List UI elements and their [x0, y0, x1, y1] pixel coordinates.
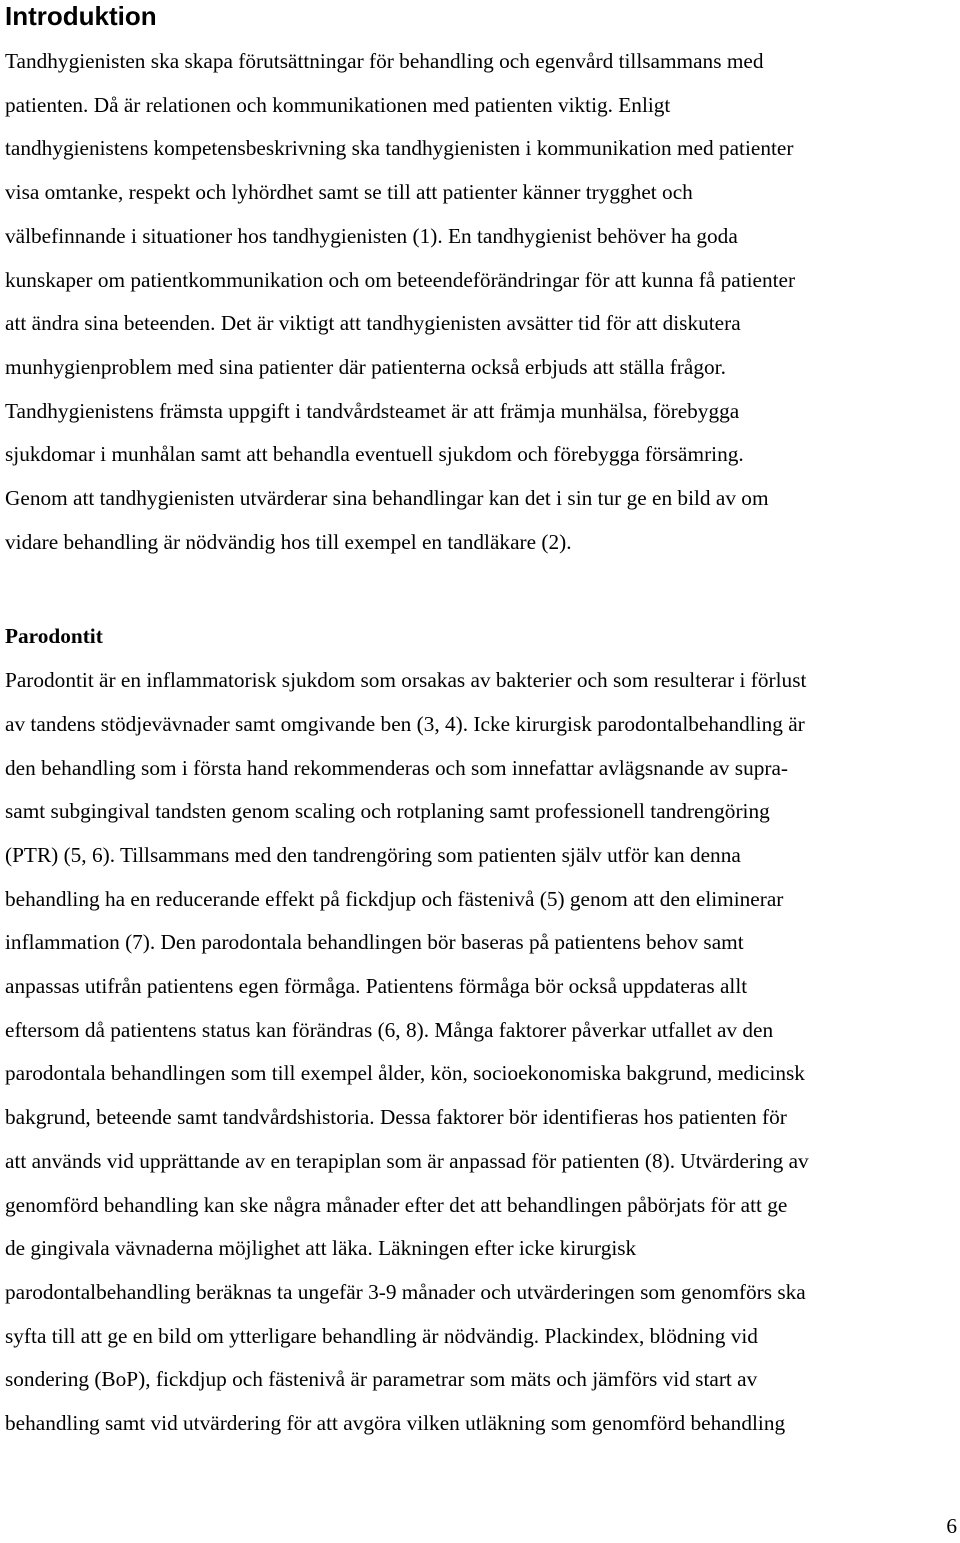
section-heading-introduktion: Introduktion — [5, 1, 157, 31]
text-line: de gingivala vävnaderna möjlighet att läka. Läkningen efter icke kirurgisk — [5, 1236, 637, 1261]
text-line: att ändra sina beteenden. Det är viktigt att tandhygienisten avsätter tid för att diskutera — [5, 311, 741, 336]
text-line: samt subgingival tandsten genom scaling och rotplaning samt professionell tandrengöring — [5, 799, 770, 824]
text-line: anpassas utifrån patientens egen förmåga. Patientens förmåga bör också uppdateras allt — [5, 974, 748, 999]
text-line: sjukdomar i munhålan samt att behandla eventuell sjukdom och förebygga försämring. — [5, 442, 744, 467]
text-line: den behandling som i första hand rekommenderas och som innefattar avlägsnande av supra- — [5, 755, 789, 780]
page-number: 6 — [946, 1514, 957, 1538]
text-line: vidare behandling är nödvändig hos till exempel en tandläkare (2). — [5, 529, 572, 554]
text-line: genomförd behandling kan ske några månader efter det att behandlingen påbörjats för att ge — [5, 1192, 788, 1217]
text-line: tandhygienistens kompetensbeskrivning ska tandhygienisten i kommunikation med patienter — [5, 136, 794, 161]
text-line: patienten. Då är relationen och kommunikationen med patienten viktig. Enligt — [5, 92, 671, 117]
text-line: Tandhygienistens främsta uppgift i tandvårdsteamet är att främja munhälsa, förebygga — [5, 398, 740, 423]
section-heading-parodontit: Parodontit — [5, 624, 103, 649]
text-line: att används vid upprättande av en terapiplan som är anpassad för patienten (8). Utvärdering av — [5, 1148, 809, 1173]
text-line: av tandens stödjevävnader samt omgivande ben (3, 4). Icke kirurgisk parodontalbehandling är — [5, 711, 805, 736]
text-line: Genom att tandhygienisten utvärderar sina behandlingar kan det i sin tur ge en bild av om — [5, 486, 769, 511]
text-line: parodontala behandlingen som till exempel ålder, kön, socioekonomiska bakgrund, medicinsk — [5, 1061, 805, 1086]
text-line: Parodontit är en inflammatorisk sjukdom som orsakas av bakterier och som resulterar i förlust — [5, 668, 807, 693]
text-line: (PTR) (5, 6). Tillsammans med den tandrengöring som patienten själv utför kan denna — [5, 842, 741, 867]
text-line: syfta till att ge en bild om ytterligare behandling är nödvändig. Plackindex, blödning vid — [5, 1323, 758, 1348]
parodontit-paragraph — [5, 659, 960, 1446]
text-line: munhygienproblem med sina patienter där patienterna också erbjuds att ställa frågor. — [5, 354, 726, 379]
text-line: kunskaper om patientkommunikation och om beteendeförändringar för att kunna få patienter — [5, 267, 796, 292]
text-line: behandling ha en reducerande effekt på fickdjup och fästenivå (5) genom att den eliminerar — [5, 886, 784, 911]
text-line: välbefinnande i situationer hos tandhygienisten (1). En tandhygienist behöver ha goda — [5, 223, 738, 248]
text-line: inflammation (7). Den parodontala behandlingen bör baseras på patientens behov samt — [5, 930, 744, 955]
intro-paragraph — [5, 40, 960, 564]
text-line: visa omtanke, respekt och lyhördhet samt se till att patienter känner trygghet och — [5, 180, 693, 205]
text-line: eftersom då patientens status kan förändras (6, 8). Många faktorer påverkar utfallet av den — [5, 1017, 774, 1042]
text-line: bakgrund, beteende samt tandvårdshistoria. Dessa faktorer bör identifieras hos patienten för — [5, 1105, 787, 1130]
document-page — [5, 0, 960, 1446]
text-line: sondering (BoP), fickdjup och fästenivå är parametrar som mäts och jämförs vid start av — [5, 1367, 758, 1392]
text-line: behandling samt vid utvärdering för att avgöra vilken utläkning som genomförd behandling — [5, 1411, 786, 1436]
text-line: Tandhygienisten ska skapa förutsättningar för behandling och egenvård tillsammans med — [5, 49, 764, 73]
text-line: parodontalbehandling beräknas ta ungefär 3-9 månader och utvärderingen som genomförs ska — [5, 1279, 806, 1304]
